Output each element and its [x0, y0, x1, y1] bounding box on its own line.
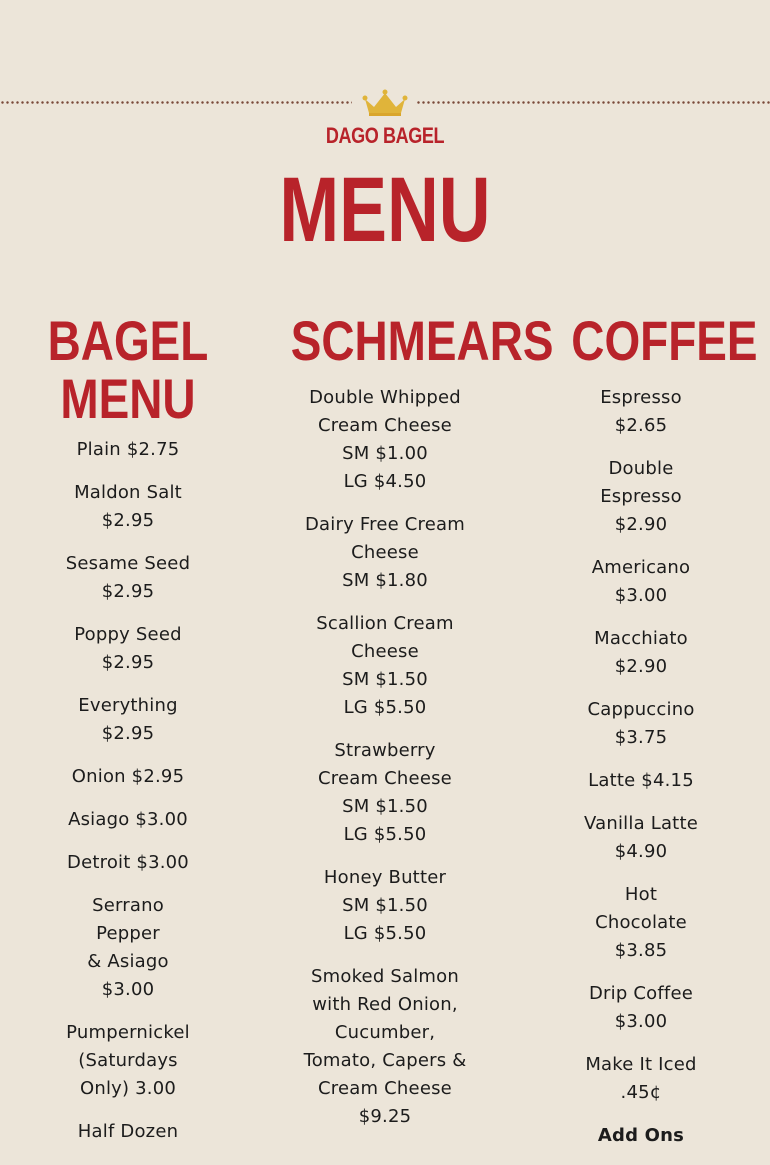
menu-item: Asiago $3.00 — [68, 809, 188, 830]
crown-icon — [361, 89, 409, 117]
menu-item: Half Dozen — [77, 1121, 179, 1142]
menu-item: Maldon Salt $2.95 — [74, 482, 182, 531]
menu-item: Everything $2.95 — [78, 695, 178, 744]
menu-item: Honey Butter SM $1.50 LG $5.50 — [323, 867, 447, 944]
item-list — [556, 384, 726, 1150]
bagel-menu-column — [28, 309, 228, 1161]
menu-item: Detroit $3.00 — [67, 852, 189, 873]
menu-item: Vanilla Latte $4.90 — [584, 813, 698, 862]
menu-item: Sesame Seed $2.95 — [65, 553, 191, 602]
column-heading: BAGEL MENU — [47, 309, 209, 430]
item-list — [28, 436, 228, 1146]
menu-item: Espresso $2.65 — [600, 387, 682, 436]
menu-item: Serrano Pepper & Asiago $3.00 — [87, 895, 169, 1000]
page-title: MENU — [279, 159, 491, 261]
menu-item: Americano $3.00 — [591, 557, 691, 606]
dotted-divider-right — [416, 101, 770, 104]
schmears-column — [270, 309, 554, 1146]
menu-item: Drip Coffee $3.00 — [588, 983, 693, 1032]
menu-item: Make It Iced .45¢ — [585, 1054, 697, 1103]
menu-item: Scallion Cream Cheese SM $1.50 LG $5.50 — [316, 613, 454, 718]
dotted-divider-left — [0, 101, 352, 104]
column-heading: SCHMEARS — [290, 309, 554, 372]
menu-item: Dairy Free Cream Cheese SM $1.80 — [305, 514, 465, 591]
menu-item: Hot Chocolate $3.85 — [595, 884, 687, 961]
menu-item: Latte $4.15 — [588, 770, 694, 791]
menu-item: Strawberry Cream Cheese SM $1.50 LG $5.50 — [318, 740, 452, 845]
menu-item: Double Espresso $2.90 — [600, 458, 682, 535]
menu-item: Double Whipped Cream Cheese SM $1.00 LG $4.50 — [309, 387, 461, 492]
add-ons-heading: Add Ons — [597, 1125, 685, 1146]
menu-item: Poppy Seed $2.95 — [74, 624, 182, 673]
menu-item: Onion $2.95 — [71, 766, 185, 787]
coffee-column — [556, 309, 758, 1165]
menu-item: Smoked Salmon with Red Onion, Cucumber, Tomato, Capers & Cream Cheese $9.25 — [303, 966, 467, 1127]
column-heading: COFFEE — [571, 309, 758, 372]
item-list — [270, 384, 500, 1131]
brand-name: DAGO BAGEL — [325, 123, 445, 148]
menu-item: Plain $2.75 — [76, 439, 180, 460]
menu-item: Macchiato $2.90 — [594, 628, 688, 677]
menu-item: Pumpernickel (Saturdays Only) 3.00 — [66, 1022, 190, 1099]
menu-item: Cappuccino $3.75 — [587, 699, 695, 748]
